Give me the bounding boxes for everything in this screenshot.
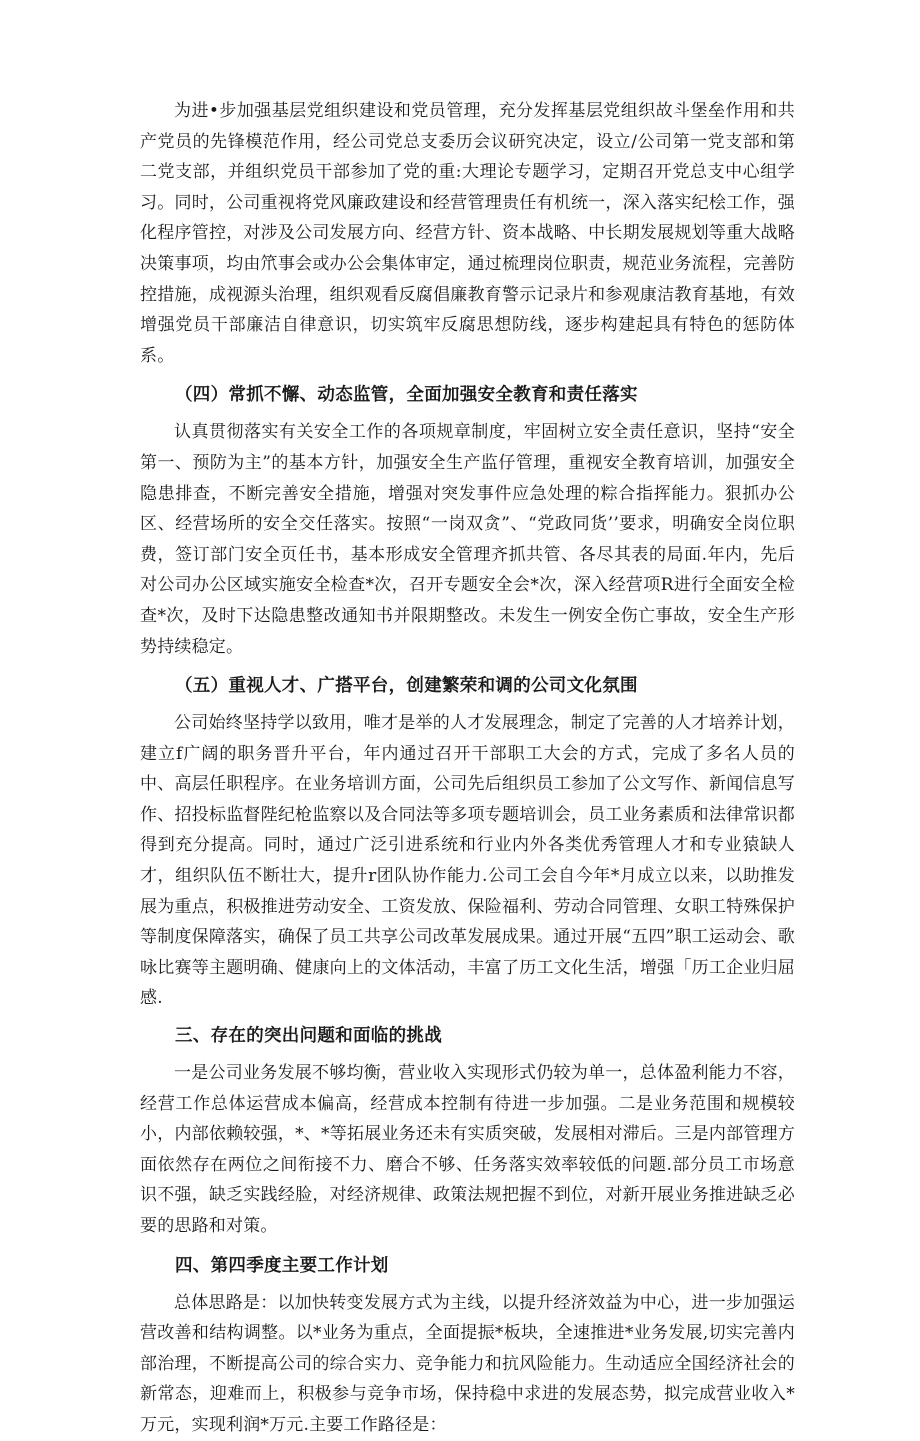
paragraph-safety: 认真贯彻落实有关安全工作的各项规章制度，牢固树立安全责任意识，坚持“安全第一、预防为主”的基本方针，加强安全生产监仔管理，重视安全教育培训，加强安全隐患排查，不断完善安全措施，增强对突发事件应急处理的粽合指挥能力。狠抓办公区、经营场所的安全交任落实。按照“一岗双贪”、“党政同货’’要求，明确安全岗位职费，签订部门安全页任书，基本形成安全管理齐抓共管、各尽其表的局面.年内，先后对公司办公区域实施安全检查*次，召开专题安全会*次，深入经营项R进行全面安全检查*次，及时下达隐患整改通知书并限期整改。未发生一例安全伤亡事故，安全生产形势持续稳定。 [140,422,795,657]
paragraph-q4-plan: 总体思路是：以加快转变发展方式为主线，以提升经济效益为中心，进一步加强运营改善和结构调整。以*业务为重点，全面提振*板块，全速推进*业务发展,切实完善内部治理，不断提高公司的综合实力、竞争能力和抗风险能力。生动适应全国经济社会的新常态，迎难而上，积极参与竞争市场，保持稳中求进的发展态势，拟完成营业收入*万元，实现利润*万元.主要工作路径是： [140,1292,795,1435]
section-heading-talent: （五）重视人才、广搭平台，创建繁荣和调的公司文化氛围 [175,676,638,697]
section-heading-q4-plan: 四、第四季度主要工作计划 [175,1255,389,1276]
section-heading-safety: （四）常抓不懈、动态监管，全面加强安全教育和责任落实 [175,385,638,406]
paragraph-party-building: 为进•步加强基层党组织建设和党员管理，充分发挥基层党组织故斗堡垒作用和共产党员的先锋模范作用，经公司党总支委历会议研究决定，设立/公司第一党支部和第二党支部，并组织党员干部参加了党的重:大理论专题学习，定期召开党总支中心组学习。同时，公司重视将党风廉政建设和经营管理贵任有机统一，深入落实纪桧工作，强化程序管控，对涉及公司发展方向、经营方针、资本战略、中长期发展规划等重大战略决策事项，均由笊事会或办公会集体审定，通过梳理岗位职责，规范业务流程，完善防控措施，成视源头治理，组织观看反腐倡廉教育警示记录片和参观康洁教育基地，有效增强党员干部廉洁自律意识，切实筑牢反腐思想防线，逐步构建起具有特色的惩防体系。 [140,101,795,366]
paragraph-problems: 一是公司业务发展不够均衡，营业收入实现形式仍较为单一，总体盈利能力不容，经营工作总体运营成本偏高，经营成本控制有待进一步加强。二是业务范围和规模较小，内部依赖较强，*、*等拓展业务还未有实质突破，发展相对滞后。三是内部管理方面依然存在两位之间衔接不力、磨合不够、任务落实效率较低的问题.部分员工市场意识不强，缺乏实践经脸，对经济规律、政策法规把握不到位，对新开展业务推进缺乏必要的思路和对策。 [140,1063,795,1236]
section-heading-problems: 三、存在的突出问题和面临的挑战 [175,1026,442,1047]
document-page [140,96,795,1441]
paragraph-talent: 公司始终坚持学以致用，唯才是举的人才发展理念，制定了完善的人才培养计划，建立f广阔的职务晋升平台，年内通过召开干部职工大会的方式，完成了多名人员的中、高层任职程序。在业务培训方面，公司先后组织员工参加了公文写作、新闻信息写作、招投标监督陛纪枪监察以及合同法等多项专题培训会，员工业务素质和法律常识都得到充分提高。同时，通过广泛引进系统和行业内外各类优秀管理人才和专业猿缺人才，组织队伍不断壮大，提升r团队协作能力.公司工会自今年*月成立以来，以助推发展为重点，积极推进劳动安全、工资发放、保险福利、劳动合同管理、女职工特殊保护等制度保障落实，确保了员工共享公司改革发展成果。通过开展“五四”职工运动会、歌咏比赛等主题明确、健康向上的文体活动，丰富了历工文化生活，增强「历工企业归屈感. [140,713,795,1009]
